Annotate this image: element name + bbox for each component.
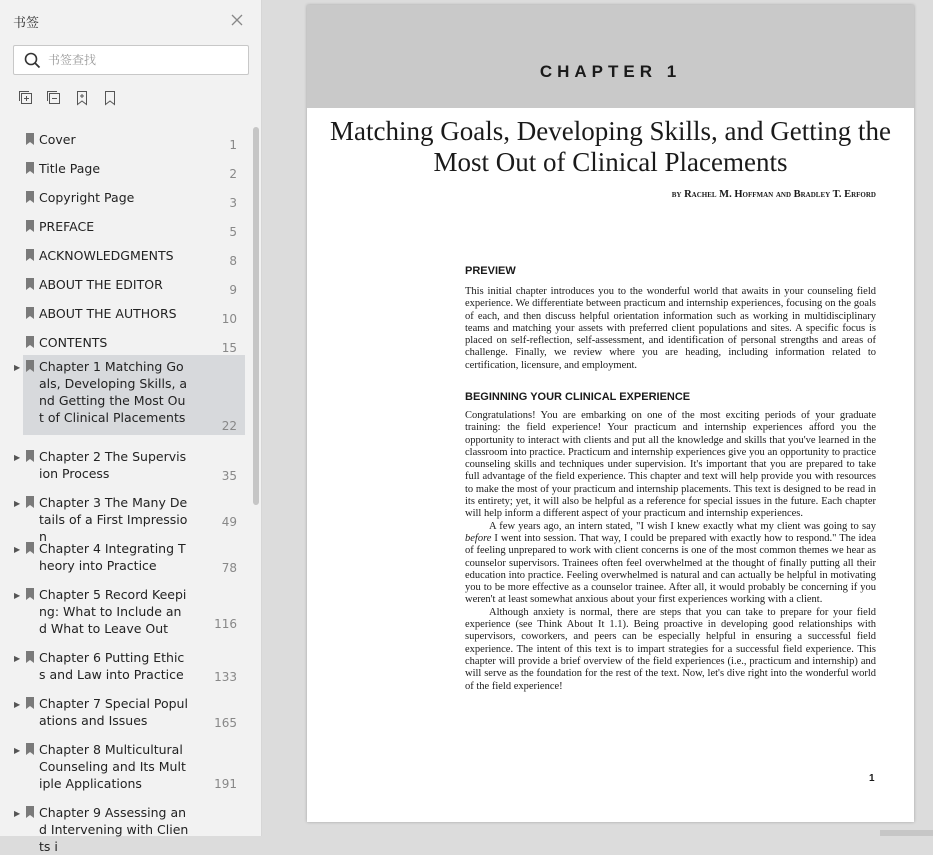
bookmark-page: 191: [214, 777, 237, 791]
bookmark-page: 78: [221, 561, 237, 575]
bookmark-item[interactable]: [14, 355, 245, 435]
bookmark-icon: [25, 162, 35, 174]
bookmark-page: 165: [214, 716, 237, 730]
collapse-all-icon[interactable]: [46, 90, 62, 106]
bookmark-item[interactable]: [23, 157, 245, 183]
sidebar-scrollbar[interactable]: [253, 127, 259, 505]
bookmark-label: Title Page: [39, 161, 101, 176]
bookmark-label: PREFACE: [39, 219, 95, 234]
expand-arrow-icon[interactable]: ▶: [14, 809, 21, 818]
bookmark-label: Copyright Page: [39, 190, 135, 205]
bookmark-label: ABOUT THE EDITOR: [39, 277, 163, 292]
bookmark-list: [0, 124, 250, 854]
bookmark-icon: [25, 191, 35, 203]
paragraph-2-emphasis: before: [465, 532, 492, 544]
chapter-banner: [307, 5, 914, 108]
bookmark-page: 22: [221, 419, 237, 433]
expand-arrow-icon[interactable]: ▶: [14, 453, 21, 462]
bookmark-icon: [25, 542, 35, 554]
bookmark-item[interactable]: [23, 273, 245, 299]
panel-title: 书签: [13, 16, 40, 31]
bookmark-item[interactable]: [14, 537, 245, 577]
bookmark-item[interactable]: [14, 491, 245, 544]
bookmark-page: 35: [221, 469, 237, 483]
close-icon[interactable]: [229, 12, 245, 28]
bookmark-icon: [25, 220, 35, 232]
bookmark-icon: [25, 360, 35, 372]
bookmark-page: 15: [221, 341, 237, 355]
expand-arrow-icon[interactable]: ▶: [14, 700, 21, 709]
bookmark-item[interactable]: [23, 186, 245, 212]
chapter-label: CHAPTER 1: [539, 62, 682, 81]
bookmark-icon: [25, 249, 35, 261]
bookmark-icon: [25, 133, 35, 145]
bookmark-page: 116: [214, 617, 237, 631]
bookmark-item[interactable]: [14, 801, 245, 854]
search-icon: [24, 52, 41, 69]
bookmark-item[interactable]: [14, 738, 245, 793]
bookmark-label: Chapter 5 Record Keeping: What to Include and What to Leave Out: [39, 587, 187, 636]
paragraph-1: Congratulations! You are embarking on one of the most exciting periods of your graduate training: the field experience! Your practicum and internship experiences afford you the opportunity to interact with clients and put all the knowledge and skills that you've learned in the classroom into practice. Practicum and internship experiences give you an opportunity to practice counseling skills and techniques under supervision. It's important that you are prepared to take full advantage of the field experience. This chapter and text will help provide you with resources to make the most of your practicum and internship placements. This text is designed to be read in its entirety; yet, it will also be helpful as a reference for special issues in the future. Each chapter will help inform a different aspect of your practicum and internship experiences.: [465, 410, 876, 520]
bookmark-page: 5: [229, 225, 237, 239]
bookmark-item[interactable]: [23, 302, 245, 328]
bookmark-page: 49: [221, 515, 237, 529]
add-bookmark-icon[interactable]: [74, 90, 90, 106]
bookmark-icon: [25, 697, 35, 709]
bookmark-item[interactable]: [23, 244, 245, 270]
bookmark-label: Chapter 2 The Supervision Process: [39, 449, 187, 481]
expand-arrow-icon[interactable]: ▶: [14, 654, 21, 663]
expand-arrow-icon[interactable]: ▶: [14, 363, 21, 372]
section-heading: BEGINNING YOUR CLINICAL EXPERIENCE: [465, 391, 691, 403]
bookmark-label: Chapter 1 Matching Goals, Developing Skills, and Getting the Most Out of Clinical Placements: [39, 359, 188, 425]
bookmark-icon: [25, 743, 35, 755]
preview-paragraph: This initial chapter introduces you to the wonderful world that awaits in your counseling field experience. We differentiate between practicum and internship experiences, focusing on the goals of each, and then discuss helpful orientation information such as working in multidisciplinary teams and matching your assets with preferred client populations and sites. A specific focus is placed on self-reflection, self-assessment, and identification of personal strengths and areas of challenge. Finally, we review where you are heading, including information related to certification, licensure, and employment.: [465, 286, 876, 371]
expand-all-icon[interactable]: [18, 90, 34, 106]
paragraph-3: Although anxiety is normal, there are steps that you can take to prepare for your field experience (see Think About It 1.1). Being proactive in developing good relationships with supervisors, coworkers, and peers can be especially helpful in ensuring a successful field experience. The intent of this text is to impart strategies for a successful field experience. This chapter will provide a brief overview of the field experiences (i.e., practicum and internship) and will serve as the foundation for the rest of the text. Now, let's dive right into the wonderful world of the field experience!: [465, 606, 876, 692]
bookmark-search: [13, 45, 249, 75]
paragraph-2-start: A few years ago, an intern stated, "I wish I knew exactly what my client was going to say: [489, 520, 876, 532]
bookmark-icon: [25, 651, 35, 663]
bookmark-icon: [25, 496, 35, 508]
bookmark-panel: [0, 0, 262, 854]
bookmark-icon: [25, 307, 35, 319]
horizontal-scrollbar[interactable]: [880, 830, 933, 836]
byline: by Rachel M. Hoffman and Bradley T. Erford: [671, 189, 876, 200]
bookmark-icon: [25, 588, 35, 600]
expand-arrow-icon[interactable]: ▶: [14, 591, 21, 600]
section-body: [465, 410, 876, 693]
bookmark-page: 10: [221, 312, 237, 326]
expand-arrow-icon[interactable]: ▶: [14, 499, 21, 508]
bookmark-item[interactable]: [23, 331, 245, 357]
bookmark-page: 2: [229, 167, 237, 181]
bookmark-item[interactable]: [14, 445, 245, 485]
bookmark-icon: [25, 450, 35, 462]
bookmark-page: 8: [229, 254, 237, 268]
bookmark-label: ACKNOWLEDGMENTS: [39, 248, 174, 263]
bookmark-item[interactable]: [23, 128, 245, 154]
bookmark-icon: [25, 278, 35, 290]
bookmark-icon[interactable]: [102, 90, 118, 106]
paragraph-2-end: I went into session. That way, I could be prepared with exactly how to respond." The idea of feeling unprepared to work with client concerns is one of the most common themes we hear as counselor supervisors. Trainees often feel overwhelmed at the thought of finally putting all their education into practice. Feeling overwhelmed is natural and can actually be helpful in motivating you to be more effective as a counselor trainee. After all, it would probably be concerning if you weren't at least somewhat anxious about your first experiences working with a client.: [465, 532, 876, 606]
bookmark-icon: [25, 806, 35, 818]
paragraph-2: [465, 521, 876, 607]
bookmark-label: Chapter 9 Assessing and Intervening with Clients i: [39, 805, 189, 854]
bookmark-item[interactable]: [14, 692, 245, 732]
bookmark-item[interactable]: [14, 583, 245, 636]
chapter-title: Matching Goals, Developing Skills, and Getting the Most Out of Clinical Placements: [330, 116, 891, 177]
bookmark-page: 133: [214, 670, 237, 684]
search-input[interactable]: [48, 51, 238, 69]
bookmark-label: Chapter 6 Putting Ethics and Law into Practice: [39, 650, 185, 682]
bookmark-label: CONTENTS: [39, 335, 108, 350]
preview-text: [465, 286, 876, 372]
expand-arrow-icon[interactable]: ▶: [14, 545, 21, 554]
document-page: [307, 5, 914, 822]
bookmark-label: Chapter 7 Special Populations and Issues: [39, 696, 188, 728]
bookmark-page: 1: [229, 138, 237, 152]
bookmark-page: 3: [229, 196, 237, 210]
bookmark-label: Cover: [39, 132, 76, 147]
bookmark-icon: [25, 336, 35, 348]
page-number: 1: [869, 773, 875, 784]
bookmark-label: Chapter 8 Multicultural Counseling and Its Multiple Applications: [39, 742, 186, 791]
bookmark-label: Chapter 4 Integrating Theory into Practice: [39, 541, 186, 573]
bookmark-item[interactable]: [14, 646, 245, 686]
preview-heading: PREVIEW: [465, 265, 516, 277]
bookmark-page: 9: [229, 283, 237, 297]
bookmark-label: ABOUT THE AUTHORS: [39, 306, 177, 321]
bookmark-label: Chapter 3 The Many Details of a First Impression: [39, 495, 188, 544]
expand-arrow-icon[interactable]: ▶: [14, 746, 21, 755]
bookmark-item[interactable]: [23, 215, 245, 241]
